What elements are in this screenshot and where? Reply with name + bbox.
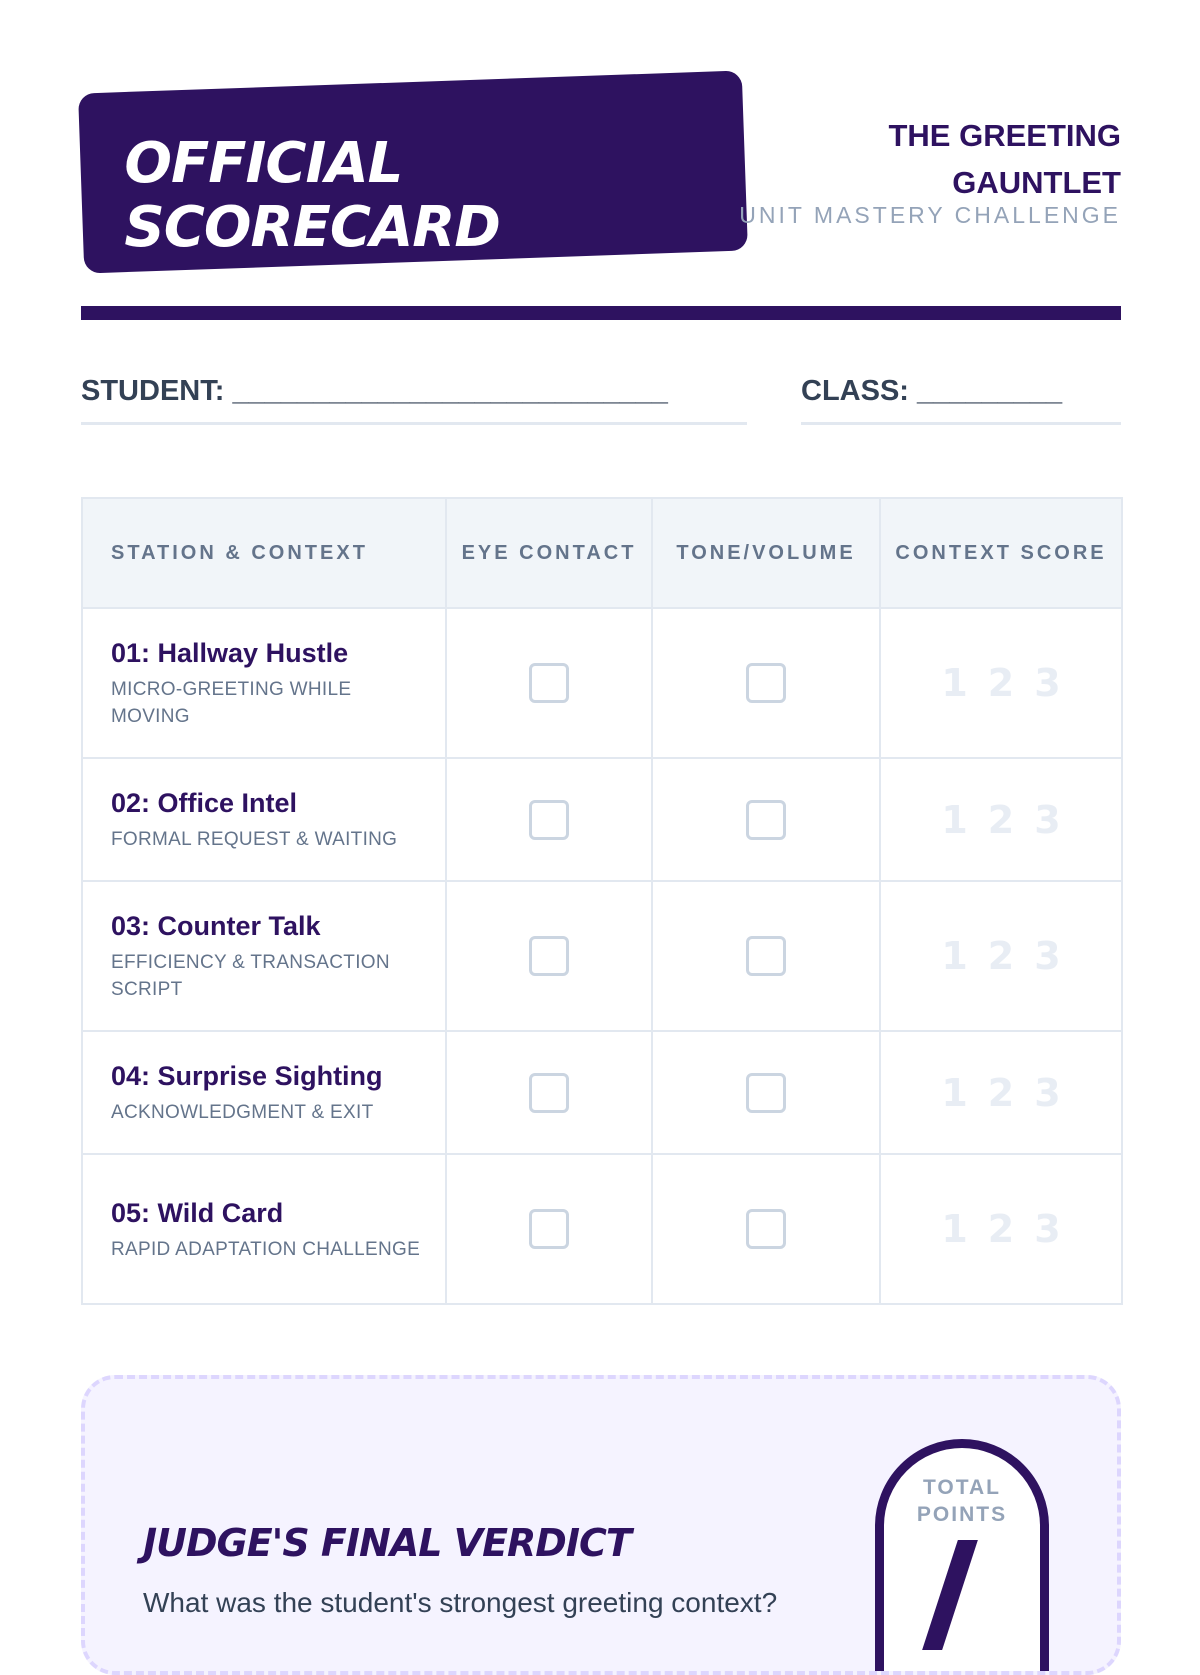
score-table — [81, 497, 1123, 1305]
column-header-context-score: CONTEXT SCORE — [880, 498, 1122, 608]
station-cell — [82, 1031, 446, 1154]
score-option-1[interactable]: 1 — [941, 1207, 968, 1251]
score-option-3[interactable]: 3 — [1034, 1070, 1061, 1115]
station-title: 01: Hallway Hustle — [111, 638, 349, 668]
badge-text — [124, 132, 499, 260]
station-title: 02: Office Intel — [111, 788, 298, 818]
eye-contact-checkbox[interactable] — [529, 1073, 569, 1113]
title-block — [739, 112, 1121, 229]
tone-volume-checkbox[interactable] — [746, 936, 786, 976]
score-option-2[interactable]: 2 — [987, 1070, 1015, 1115]
judges-verdict-panel — [81, 1375, 1121, 1675]
score-option-1[interactable]: 1 — [941, 797, 968, 842]
score-option-3[interactable]: 3 — [1034, 1207, 1061, 1251]
score-option-1[interactable]: 1 — [941, 661, 968, 705]
station-title: 05: Wild Card — [111, 1197, 284, 1228]
station-cell — [82, 608, 446, 758]
eye-contact-checkbox[interactable] — [529, 1209, 569, 1249]
tone-volume-cell — [652, 758, 880, 881]
station-cell — [82, 881, 446, 1031]
verdict-title: JUDGE'S FINAL VERDICT — [143, 1521, 631, 1565]
tone-volume-cell — [652, 1031, 880, 1154]
station-context: FORMAL REQUEST & WAITING — [111, 829, 398, 850]
official-scorecard-badge — [78, 70, 748, 273]
score-table-wrap — [81, 497, 1121, 1305]
scorecard-page — [81, 0, 1121, 1618]
context-score-cell — [880, 881, 1122, 1031]
score-option-3[interactable]: 3 — [1034, 661, 1061, 705]
station-context: ACKNOWLEDGMENT & EXIT — [111, 1102, 374, 1123]
tone-volume-cell — [652, 608, 880, 758]
table-row — [82, 1031, 1122, 1154]
page-subtitle: UNIT MASTERY CHALLENGE — [739, 202, 1121, 228]
context-score-cell — [880, 758, 1122, 881]
eye-contact-checkbox[interactable] — [529, 663, 569, 703]
station-context: EFFICIENCY & TRANSACTION SCRIPT — [111, 952, 390, 1000]
badge-line-2: SCORECARD — [124, 195, 500, 261]
station-title: 04: Surprise Sighting — [111, 1061, 383, 1091]
class-field[interactable]: CLASS: _________ — [801, 375, 1121, 425]
table-row — [82, 1154, 1122, 1304]
score-option-1[interactable]: 1 — [941, 1070, 968, 1115]
total-points-slash — [922, 1540, 978, 1650]
table-row — [82, 608, 1122, 758]
header-divider — [81, 306, 1121, 320]
eye-contact-checkbox[interactable] — [529, 936, 569, 976]
tone-volume-checkbox[interactable] — [746, 663, 786, 703]
context-score-cell — [880, 608, 1122, 758]
student-name-field[interactable]: STUDENT: ___________________________ — [81, 375, 747, 425]
station-context: MICRO-GREETING WHILE MOVING — [111, 679, 352, 727]
score-option-3[interactable]: 3 — [1034, 934, 1061, 978]
score-option-2[interactable]: 2 — [987, 1207, 1015, 1251]
score-option-2[interactable]: 2 — [987, 934, 1015, 978]
student-info-fields — [81, 375, 1121, 435]
station-title: 03: Counter Talk — [111, 911, 321, 941]
tone-volume-cell — [652, 881, 880, 1031]
context-score-cell — [880, 1031, 1122, 1154]
eye-contact-cell — [446, 1031, 652, 1154]
total-points-label: TOTAL POINTS — [916, 1476, 1008, 1526]
score-option-1[interactable]: 1 — [941, 934, 968, 978]
station-cell — [82, 758, 446, 881]
column-header-eye-contact: EYE CONTACT — [446, 498, 652, 608]
eye-contact-checkbox[interactable] — [529, 800, 569, 840]
score-option-2[interactable]: 2 — [987, 661, 1015, 705]
column-header-tone-volume: TONE/VOLUME — [652, 498, 880, 608]
score-option-2[interactable]: 2 — [987, 797, 1015, 842]
score-option-3[interactable]: 3 — [1034, 797, 1061, 842]
total-points-box[interactable] — [875, 1439, 1049, 1675]
badge-line-1: OFFICIAL — [124, 131, 403, 197]
eye-contact-cell — [446, 881, 652, 1031]
table-header-row — [82, 498, 1122, 608]
eye-contact-cell — [446, 608, 652, 758]
verdict-question: What was the student's strongest greeting context? — [143, 1587, 778, 1618]
tone-volume-cell — [652, 1154, 880, 1304]
table-row — [82, 758, 1122, 881]
table-row — [82, 881, 1122, 1031]
tone-volume-checkbox[interactable] — [746, 1209, 786, 1249]
context-score-cell — [880, 1154, 1122, 1304]
header — [81, 0, 1121, 320]
tone-volume-checkbox[interactable] — [746, 800, 786, 840]
tone-volume-checkbox[interactable] — [746, 1073, 786, 1113]
column-header-station: STATION & CONTEXT — [82, 498, 446, 608]
eye-contact-cell — [446, 758, 652, 881]
eye-contact-cell — [446, 1154, 652, 1304]
station-cell — [82, 1154, 446, 1304]
station-context: RAPID ADAPTATION CHALLENGE — [111, 1238, 421, 1260]
page-title: THE GREETING GAUNTLET — [888, 118, 1121, 200]
